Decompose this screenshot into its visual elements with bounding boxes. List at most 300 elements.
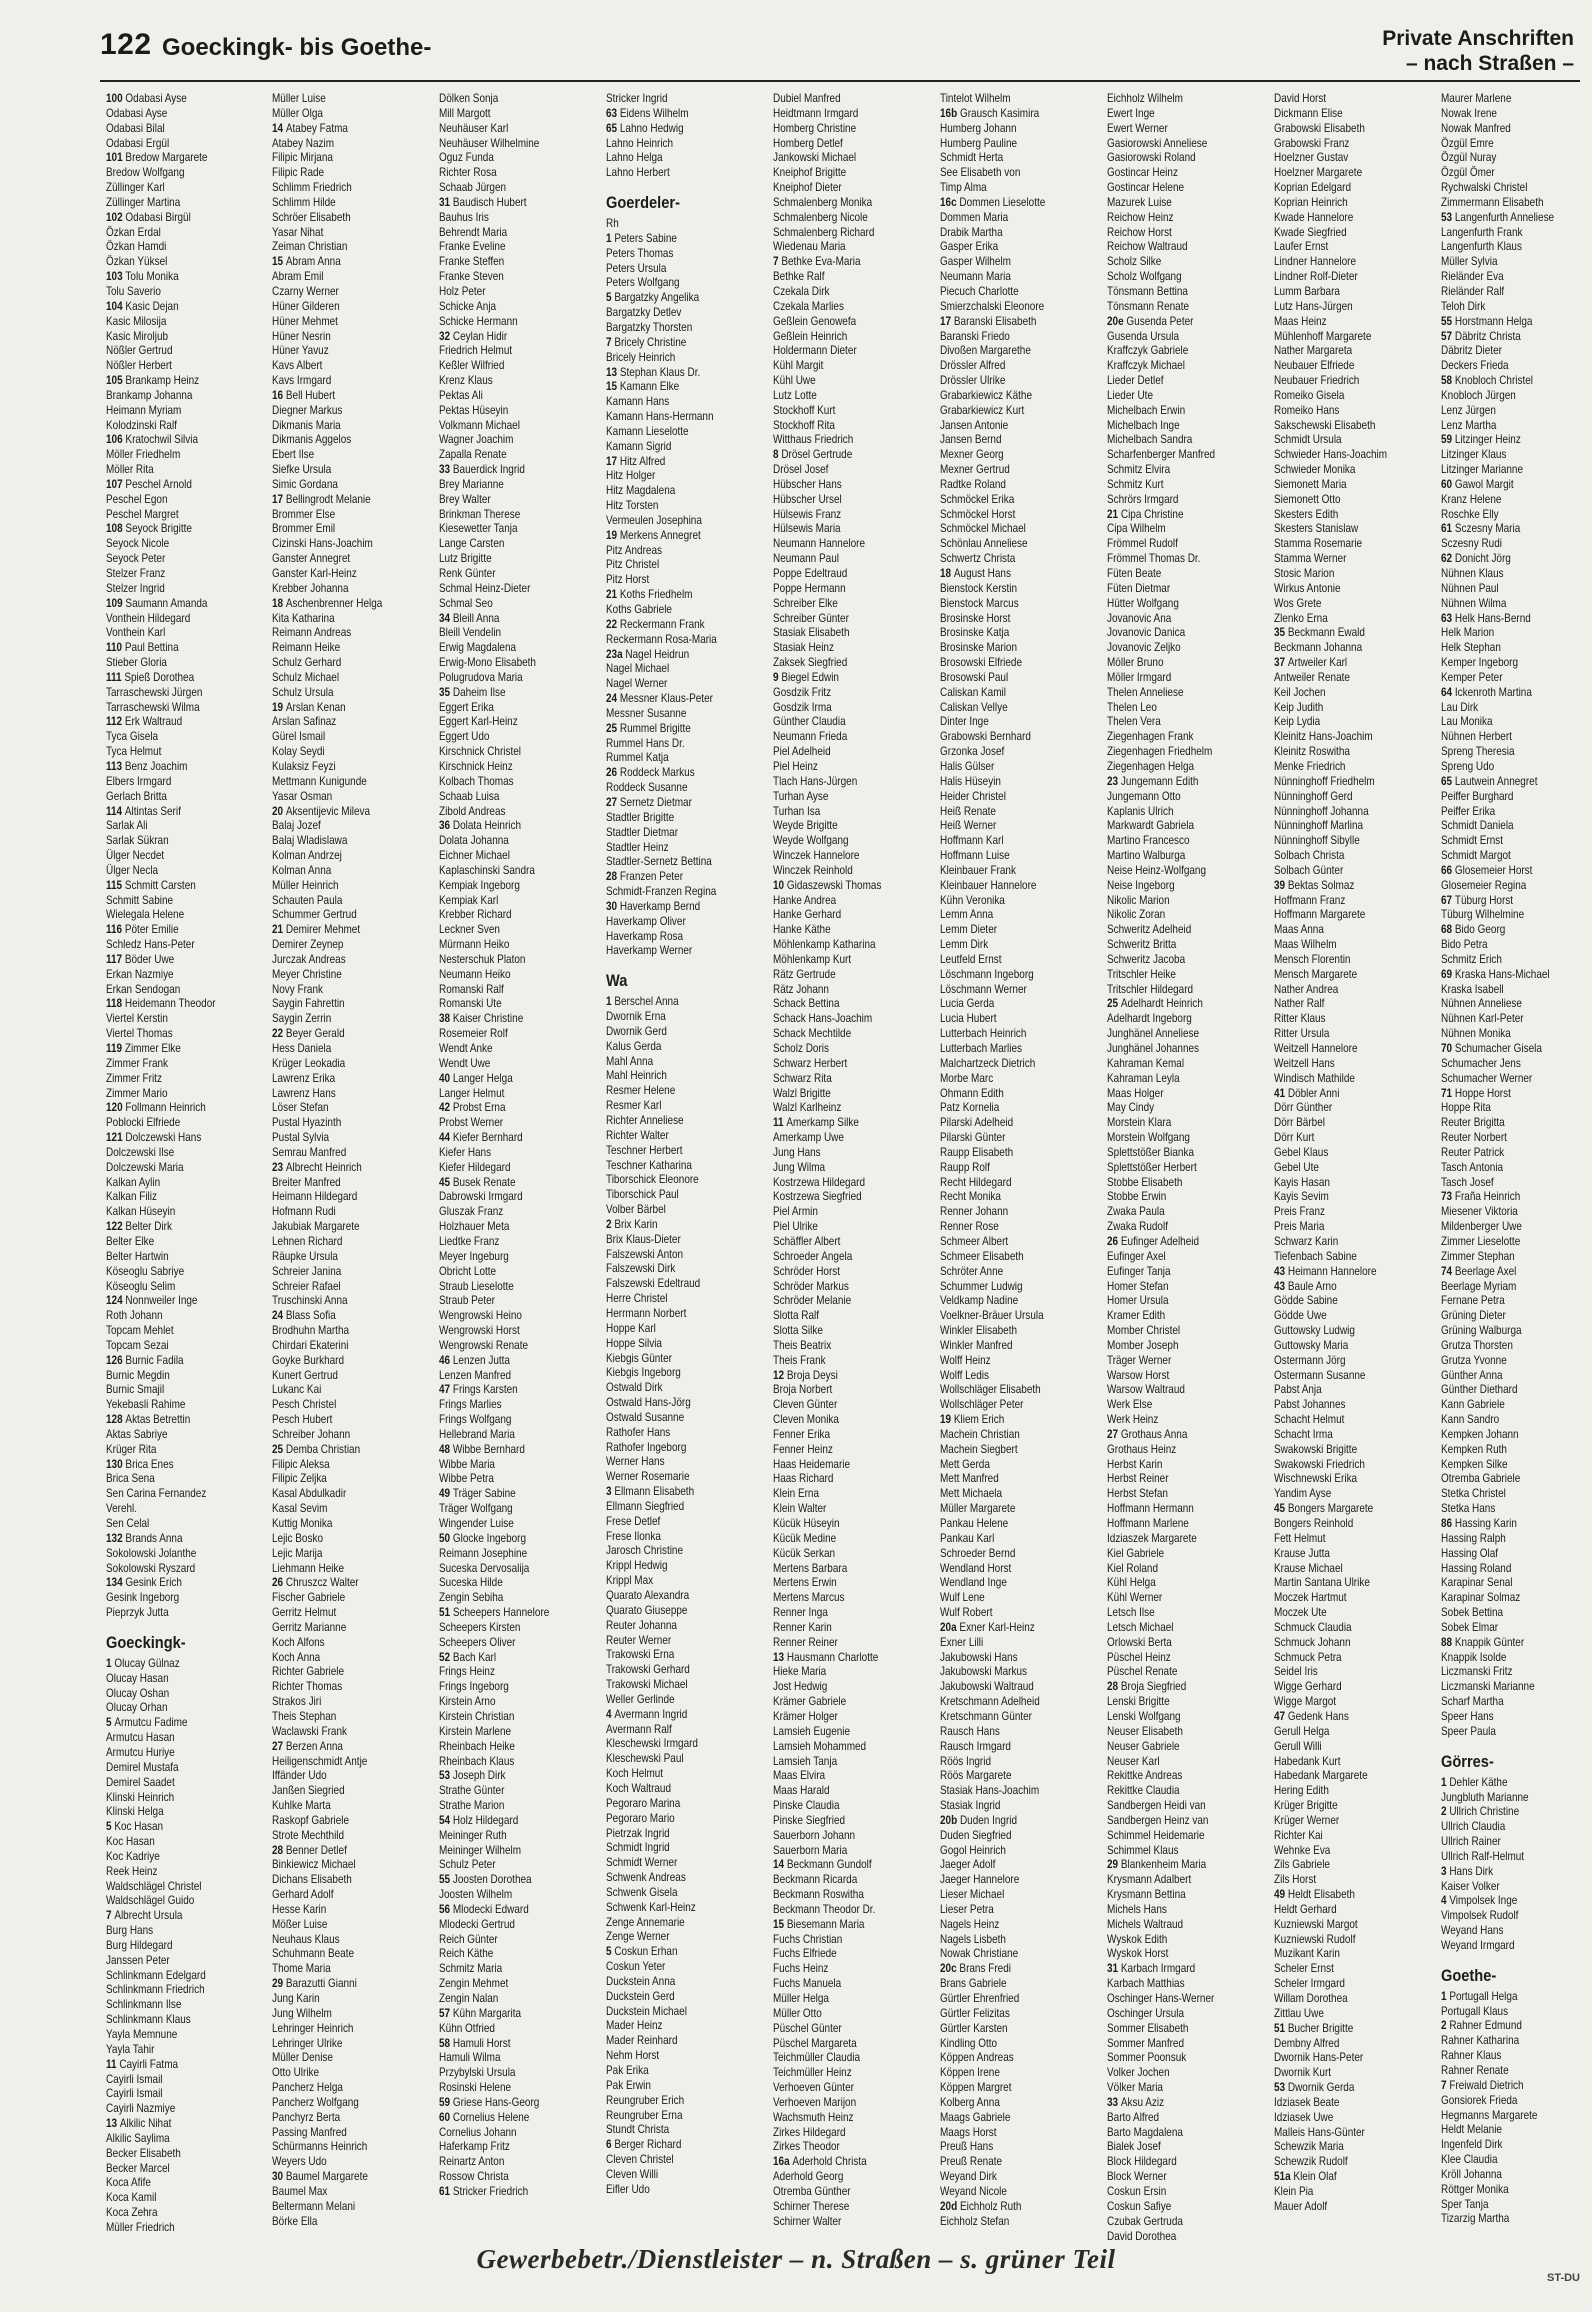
directory-entry: Lenski Wolfgang	[1107, 1709, 1181, 1723]
directory-entry: Kirstein Arno	[439, 1695, 496, 1709]
directory-entry: Binkiewicz Michael	[272, 1858, 356, 1872]
house-number: 35	[1274, 626, 1288, 640]
directory-entry: Peschel Margret	[106, 507, 179, 521]
directory-entry: Lemm Dirk	[940, 938, 989, 952]
directory-entry: Cipa Wilhelm	[1107, 522, 1166, 536]
directory-entry: Patz Kornelia	[940, 1101, 1000, 1115]
directory-entry: Fuchs Elfriede	[773, 1947, 837, 1961]
directory-entry: 47 Frings Karsten	[439, 1383, 518, 1397]
directory-entry: Schmalenberg Monika	[773, 195, 873, 209]
directory-entry: Amerkamp Uwe	[773, 1131, 844, 1145]
directory-entry: 17 Bellingrodt Melanie	[272, 492, 371, 506]
directory-entry: Jungbluth Marianne	[1441, 1790, 1529, 1804]
directory-entry: Weyers Udo	[272, 2155, 327, 2169]
directory-entry: Krebber Johanna	[272, 581, 349, 595]
directory-entry: Gebel Klaus	[1274, 1145, 1329, 1159]
directory-entry: 67 Tüburg Horst	[1441, 893, 1514, 907]
directory-entry: Schröer Elisabeth	[272, 210, 351, 224]
directory-entry: Krysmann Adalbert	[1107, 1873, 1192, 1887]
directory-entry: Nesterschuk Platon	[439, 952, 526, 966]
directory-entry: Adelhardt Ingeborg	[1107, 1012, 1192, 1026]
house-number: 24	[272, 1309, 286, 1323]
directory-entry: Czekala Marlies	[773, 299, 844, 313]
directory-entry: Piel Armin	[773, 1205, 818, 1219]
directory-entry: Lehringer Ulrike	[272, 2036, 343, 2050]
directory-entry: Mett Gerda	[940, 1457, 990, 1471]
directory-entry: Kamann Sigrid	[606, 439, 672, 453]
directory-entry: Stadtler-Sernetz Bettina	[606, 855, 712, 869]
directory-entry: Fenner Erika	[773, 1427, 831, 1441]
house-number: 45	[1274, 1502, 1288, 1516]
directory-entry: Falszewski Anton	[606, 1247, 684, 1261]
house-number: 58	[439, 2036, 453, 2050]
directory-entry: 23a Nagel Heidrun	[606, 647, 690, 661]
directory-entry: Kamann Hans	[606, 395, 670, 409]
directory-column	[439, 92, 572, 2227]
directory-entry: Schumacher Werner	[1441, 1071, 1533, 1085]
directory-entry: Romanski Ralf	[439, 982, 504, 996]
directory-entry: Miesener Viktoria	[1441, 1205, 1518, 1219]
directory-entry: Duckstein Gerd	[606, 1989, 675, 2003]
directory-entry: Pankau Karl	[940, 1531, 995, 1545]
directory-entry: Waldschlägel Guido	[106, 1894, 195, 1908]
directory-entry: Reimann Heike	[272, 641, 341, 655]
directory-entry: Schack Bettina	[773, 997, 840, 1011]
directory-entry: Lutz Hans-Jürgen	[1274, 299, 1353, 313]
directory-entry: Neuser Elisabeth	[1107, 1724, 1183, 1738]
house-number: 70	[1441, 1042, 1455, 1055]
house-number: 57	[1441, 329, 1455, 343]
directory-entry: Schröder Melanie	[773, 1294, 852, 1308]
directory-entry: Müller Margarete	[940, 1502, 1016, 1516]
directory-entry: Schewzik Maria	[1274, 2140, 1344, 2154]
directory-entry: Jansen Bernd	[940, 433, 1002, 447]
directory-entry: Tintelot Wilhelm	[940, 92, 1011, 105]
directory-entry: Wendt Anke	[439, 1042, 493, 1055]
house-number: 62	[1441, 552, 1455, 566]
directory-entry: Schacht Helmut	[1274, 1413, 1345, 1427]
directory-entry: Hüner Nesrin	[272, 329, 331, 343]
house-number: 23	[1107, 774, 1121, 788]
directory-entry: Krämer Holger	[773, 1709, 838, 1723]
directory-entry: Pitz Horst	[606, 573, 650, 587]
directory-entry: Nather Andrea	[1274, 982, 1339, 996]
directory-entry: Mahl Heinrich	[606, 1069, 667, 1083]
directory-entry: 33 Bauerdick Ingrid	[439, 463, 525, 477]
directory-entry: 31 Karbach Irmgard	[1107, 1962, 1196, 1976]
directory-entry: Schack Mechtilde	[773, 1027, 852, 1041]
directory-entry: Weyde Brigitte	[773, 819, 838, 833]
directory-entry: Reungruber Erich	[606, 2093, 685, 2107]
directory-entry: Frings Marlies	[439, 1398, 502, 1412]
directory-entry: Theis Stephan	[272, 1709, 337, 1723]
house-number: 14	[773, 1858, 787, 1872]
directory-entry: Stetka Hans	[1441, 1502, 1496, 1516]
directory-entry: Tyca Helmut	[106, 745, 162, 759]
directory-entry: Frömmel Rudolf	[1107, 537, 1178, 551]
directory-entry: Schwarz Rita	[773, 1071, 832, 1085]
directory-entry: Gerlach Britta	[106, 789, 167, 803]
house-number: 7	[106, 1909, 115, 1923]
directory-entry: Ülger Necdet	[106, 849, 165, 863]
directory-entry: Hesse Karin	[272, 1902, 327, 1916]
directory-entry: Diegner Markus	[272, 403, 343, 417]
directory-entry: Zengin Nalan	[439, 1992, 499, 2005]
directory-entry: Erwig-Mono Elisabeth	[439, 656, 536, 670]
directory-entry: Nühnen Karl-Peter	[1441, 1012, 1524, 1026]
directory-entry: Richter Anneliese	[606, 1114, 684, 1127]
directory-entry: Löschmann Ingeborg	[940, 967, 1034, 981]
directory-entry: Block Werner	[1107, 2170, 1167, 2184]
directory-entry: Schwertz Christa	[940, 552, 1016, 566]
directory-entry: Viertel Kerstin	[106, 1012, 168, 1026]
directory-entry: Özgül Emre	[1441, 136, 1494, 150]
directory-entry: Grüning Dieter	[1441, 1309, 1506, 1323]
directory-entry: Topcam Sezai	[106, 1338, 169, 1352]
directory-column	[773, 92, 906, 2227]
directory-entry: Idziaszek Margarete	[1107, 1531, 1197, 1545]
directory-entry: 34 Bleill Anna	[439, 611, 500, 625]
directory-entry: Seyock Peter	[106, 552, 166, 566]
directory-entry: Kita Katharina	[272, 611, 335, 625]
directory-entry: Pabst Johannes	[1274, 1398, 1346, 1412]
directory-entry: Schicke Anja	[439, 299, 497, 313]
directory-entry: Kühl Margit	[773, 359, 824, 373]
directory-entry: 1 Berschel Anna	[606, 995, 679, 1009]
directory-entry: Frese Ilonka	[606, 1529, 661, 1543]
directory-entry: Schmitz Elvira	[1107, 463, 1171, 477]
directory-entry: Tarraschewski Wilma	[106, 700, 200, 714]
directory-entry: 112 Erk Waltraud	[106, 715, 183, 729]
directory-entry: Zimmer Frank	[106, 1056, 169, 1070]
directory-entry: Mettmann Kunigunde	[272, 774, 367, 788]
directory-entry: Rosinski Helene	[439, 2081, 512, 2095]
directory-entry: Czekala Dirk	[773, 284, 830, 298]
directory-entry: Stelzer Franz	[106, 567, 166, 580]
directory-entry: 115 Schmitt Carsten	[106, 878, 196, 892]
directory-entry: Sczesny Rudi	[1441, 537, 1502, 551]
directory-entry: Rathofer Hans	[606, 1425, 671, 1439]
directory-entry: 108 Seyock Brigitte	[106, 522, 192, 536]
directory-entry: 71 Hoppe Horst	[1441, 1086, 1511, 1100]
directory-entry: Avermann Ralf	[606, 1722, 672, 1736]
house-number: 57	[439, 2006, 453, 2020]
directory-entry: 36 Dolata Heinrich	[439, 819, 522, 833]
directory-entry: Kleinitz Roswitha	[1274, 745, 1350, 759]
directory-entry: Jung Karin	[272, 1992, 320, 2005]
directory-entry: 23 Jungemann Edith	[1107, 774, 1199, 788]
directory-entry: Kempken Silke	[1441, 1457, 1508, 1471]
house-number: 113	[106, 759, 125, 773]
directory-entry: Splettstößer Herbert	[1107, 1160, 1197, 1174]
directory-entry: Dolata Johanna	[439, 834, 509, 848]
house-number: 65	[1441, 774, 1455, 788]
directory-entry: Dembny Alfred	[1274, 2036, 1340, 2050]
house-number: 25	[272, 1442, 286, 1456]
directory-entry: 41 Döbler Anni	[1274, 1086, 1340, 1100]
directory-entry: Hoffmann Margarete	[1274, 908, 1366, 922]
house-number: 17	[272, 492, 286, 506]
directory-entry: Möller Rita	[106, 463, 154, 477]
directory-entry: Heiligenschmidt Antje	[272, 1754, 368, 1768]
house-number: 117	[106, 952, 125, 966]
directory-entry: Jungemann Otto	[1107, 789, 1181, 803]
directory-entry: Grothaus Heinz	[1107, 1442, 1177, 1456]
directory-entry: Lenz Martha	[1441, 418, 1497, 432]
directory-entry: Bienstock Kerstin	[940, 581, 1018, 595]
directory-entry: Lawrenz Hans	[272, 1086, 336, 1100]
directory-entry: 105 Brankamp Heinz	[106, 374, 200, 388]
directory-entry: Schröder Markus	[773, 1279, 849, 1293]
directory-entry: 126 Burnic Fadila	[106, 1353, 184, 1367]
house-number: 4	[606, 1707, 615, 1721]
house-number: 22	[272, 1027, 286, 1041]
directory-entry: Rummel Hans Dr.	[606, 736, 685, 750]
directory-entry: Kramer Edith	[1107, 1309, 1166, 1323]
directory-entry: Herbst Reiner	[1107, 1472, 1169, 1486]
directory-entry: Kostrzewa Hildegard	[773, 1175, 866, 1189]
directory-entry: 20e Gusenda Peter	[1107, 314, 1194, 328]
directory-column	[1441, 92, 1574, 2227]
directory-entry: Renner Johann	[940, 1205, 1009, 1219]
directory-entry: Wibbe Maria	[439, 1457, 495, 1471]
house-number: 1	[606, 231, 615, 245]
directory-entry: Weyand Irmgard	[1441, 1938, 1515, 1952]
house-number: 45	[439, 1175, 453, 1189]
directory-entry: Müller Heinrich	[272, 878, 339, 892]
house-number: 119	[106, 1042, 125, 1055]
directory-entry: Guttowsky Ludwig	[1274, 1324, 1355, 1338]
directory-entry: Schönlau Anneliese	[940, 537, 1028, 551]
directory-entry: Kann Sandro	[1441, 1413, 1500, 1427]
directory-entry: Pitz Andreas	[606, 543, 662, 557]
directory-entry: Momber Joseph	[1107, 1338, 1179, 1352]
house-number: 55	[439, 1873, 453, 1887]
directory-entry: 65 Lautwein Annegret	[1441, 774, 1538, 788]
directory-entry: Hübscher Hans	[773, 477, 842, 491]
house-number: 1	[1441, 1775, 1450, 1789]
directory-entry: Schulz Michael	[272, 670, 340, 684]
directory-entry: Lumm Barbara	[1274, 284, 1340, 298]
directory-entry: Peiffer Erika	[1441, 804, 1496, 818]
directory-entry: Ziegenhagen Frank	[1107, 730, 1194, 744]
directory-entry: Pustal Hyazinth	[272, 1116, 342, 1130]
directory-entry: 114 Altintas Serif	[106, 804, 181, 818]
directory-entry: Hering Edith	[1274, 1784, 1329, 1798]
house-number: 67	[1441, 893, 1455, 907]
directory-entry: Teschner Herbert	[606, 1143, 683, 1157]
directory-entry: Schreiber Günter	[773, 611, 849, 625]
house-number: 11	[773, 1116, 787, 1130]
directory-entry: Eggert Karl-Heinz	[439, 715, 518, 729]
directory-entry: Pak Erwin	[606, 2078, 651, 2092]
directory-entry: Piecuch Charlotte	[940, 284, 1019, 298]
directory-entry: Straub Peter	[439, 1294, 495, 1308]
directory-entry: Renner Karin	[773, 1620, 832, 1634]
directory-entry: 43 Heimann Hannelore	[1274, 1264, 1377, 1278]
directory-entry: Lehringer Heinrich	[272, 2021, 354, 2035]
directory-entry: Eufinger Axel	[1107, 1249, 1166, 1263]
directory-entry: Sommer Elisabeth	[1107, 2021, 1189, 2035]
directory-entry: Günther Claudia	[773, 715, 846, 729]
directory-entry: Kulaksiz Feyzi	[272, 759, 336, 773]
directory-entry: Eichholz Wilhelm	[1107, 92, 1183, 105]
directory-entry: Schummer Gertrud	[272, 908, 357, 922]
directory-entry: Martino Francesco	[1107, 834, 1190, 848]
house-number: 21	[272, 923, 286, 937]
directory-entry: Drabik Martha	[940, 225, 1003, 239]
directory-entry: Gürtler Felizitas	[940, 2006, 1010, 2020]
house-number: 2	[606, 1217, 615, 1231]
directory-entry: Jarosch Christine	[606, 1544, 684, 1558]
directory-entry: Eichholz Stefan	[940, 2214, 1010, 2228]
directory-entry: Wos Grete	[1274, 596, 1322, 610]
directory-entry: Hess Daniela	[272, 1042, 332, 1055]
directory-entry: Hitz Holger	[606, 469, 656, 483]
directory-entry: Kolay Seydi	[272, 745, 325, 759]
directory-entry: Breiter Manfred	[272, 1175, 341, 1189]
directory-entry: Walzl Karlheinz	[773, 1101, 842, 1115]
directory-entry: Herre Christel	[606, 1292, 668, 1306]
directory-entry: Reichow Heinz	[1107, 210, 1174, 224]
directory-entry: Bialek Josef	[1107, 2140, 1161, 2154]
directory-entry: 60 Cornelius Helene	[439, 2110, 530, 2124]
directory-entry: Röös Margarete	[940, 1769, 1012, 1783]
directory-entry: Markwardt Gabriela	[1107, 819, 1195, 833]
directory-entry: Gödde Sabine	[1274, 1294, 1338, 1308]
page-header	[100, 22, 1580, 82]
house-number: 130	[106, 1457, 126, 1471]
directory-entry: Jaeger Hannelore	[940, 1873, 1020, 1887]
directory-entry: Maas Harald	[773, 1784, 830, 1798]
directory-entry: Haverkamp Rosa	[606, 929, 684, 943]
directory-entry: 109 Saumann Amanda	[106, 596, 208, 610]
directory-entry: Erkan Nazmiye	[106, 967, 174, 981]
directory-entry: Mader Heinz	[606, 2019, 663, 2033]
directory-entry: Lamsieh Mohammed	[773, 1739, 867, 1753]
directory-entry: Dabrowski Irmgard	[439, 1190, 523, 1204]
directory-entry: Homberg Christine	[773, 121, 857, 135]
directory-entry: 63 Eidens Wilhelm	[606, 106, 689, 120]
directory-entry: Jovanovic Ana	[1107, 611, 1172, 625]
directory-entry: Goyke Burkhard	[272, 1353, 345, 1367]
directory-entry: Heiß Renate	[940, 804, 996, 818]
directory-entry: Müller Sylvia	[1441, 255, 1498, 269]
directory-entry: Schmidt Margot	[1441, 849, 1511, 863]
directory-entry: Homer Ursula	[1107, 1294, 1169, 1308]
directory-entry: Pankau Helene	[940, 1517, 1009, 1530]
directory-entry: 55 Joosten Dorothea	[439, 1873, 532, 1887]
directory-entry: Wolff Heinz	[940, 1353, 991, 1367]
directory-entry: Hoppe Rita	[1441, 1101, 1491, 1115]
directory-entry: Beckmann Theodor Dr.	[773, 1902, 876, 1916]
directory-entry: Nagel Michael	[606, 662, 670, 676]
directory-entry: 29 Blankenheim Maria	[1107, 1858, 1207, 1872]
directory-entry: Mensch Florentin	[1274, 952, 1351, 966]
directory-entry: Möller Friedhelm	[106, 448, 181, 462]
house-number: 105	[106, 374, 126, 388]
directory-entry: Wengrowski Horst	[439, 1324, 520, 1338]
directory-entry: Leutfeld Ernst	[940, 952, 1002, 966]
directory-entry: Özkan Hamdi	[106, 240, 167, 254]
directory-entry: Willam Dorothea	[1274, 1992, 1348, 2005]
directory-entry: Mertens Marcus	[773, 1591, 845, 1605]
street-heading: Goethe-	[1441, 1965, 1497, 1985]
directory-entry: Schulz Peter	[439, 1858, 496, 1872]
directory-entry: Jansen Antonie	[940, 418, 1009, 432]
directory-entry: Wendt Uwe	[439, 1056, 491, 1070]
house-number: 60	[1441, 477, 1455, 491]
directory-entry: Schwenk Gisela	[606, 1885, 678, 1899]
directory-entry: Kuzniewski Margot	[1274, 1917, 1358, 1931]
directory-entry: Wulf Robert	[940, 1606, 993, 1620]
directory-entry: 4 Vimpolsek Inge	[1441, 1894, 1518, 1908]
directory-entry: Gürel Ismail	[272, 730, 326, 744]
directory-entry: Passing Manfred	[272, 2125, 347, 2139]
directory-entry: 44 Kiefer Bernhard	[439, 1131, 523, 1145]
directory-entry: 20a Exner Karl-Heinz	[940, 1620, 1035, 1634]
directory-entry: Fuchs Heinz	[773, 1962, 829, 1976]
directory-entry: Sokolowski Jolanthe	[106, 1546, 197, 1560]
directory-entry: Windisch Mathilde	[1274, 1071, 1355, 1085]
directory-entry: Nagels Heinz	[940, 1917, 1000, 1931]
directory-entry: Kavs Albert	[272, 359, 323, 373]
directory-entry: Otremba Günther	[773, 2184, 851, 2198]
directory-entry: Kraffczyk Gabriele	[1107, 344, 1189, 358]
directory-entry: Dikmanis Aggelos	[272, 433, 352, 447]
directory-entry: Kretschmann Adelheid	[940, 1695, 1040, 1709]
directory-entry: 7 Bricely Christine	[606, 335, 687, 349]
directory-entry: Lau Dirk	[1441, 700, 1479, 714]
directory-entry: Schmuck Johann	[1274, 1635, 1351, 1649]
directory-entry: Schirner Walter	[773, 2214, 842, 2228]
directory-entry: Gusenda Ursula	[1107, 329, 1180, 343]
directory-entry: Schulz Ursula	[272, 685, 334, 699]
directory-entry: Probst Werner	[439, 1116, 504, 1130]
directory-entry: Demirel Saadet	[106, 1775, 175, 1789]
directory-entry: Lamsieh Tanja	[773, 1754, 838, 1768]
house-number: 58	[1441, 374, 1455, 388]
house-number: 4	[1441, 1894, 1450, 1908]
directory-entry: Wingender Luise	[439, 1517, 514, 1530]
directory-entry: Viertel Thomas	[106, 1027, 173, 1041]
directory-entry: Wielegala Helene	[106, 908, 185, 922]
directory-entry: Schmeer Albert	[940, 1234, 1009, 1248]
house-number: 109	[106, 596, 126, 610]
directory-entry: 13 Hausmann Charlotte	[773, 1650, 879, 1664]
house-number: 20b	[940, 1813, 960, 1827]
house-number: 111	[106, 670, 125, 684]
directory-entry: Stockhoff Kurt	[773, 403, 836, 417]
house-number: 21	[1107, 507, 1121, 521]
directory-entry: 7 Freiwald Dietrich	[1441, 2078, 1524, 2092]
directory-entry: Kasal Sevim	[272, 1502, 328, 1516]
directory-entry: Cayirli Ismail	[106, 2087, 163, 2101]
directory-entry: 20d Eichholz Ruth	[940, 2199, 1022, 2213]
house-number: 35	[439, 685, 453, 699]
directory-entry: Suceska Dervosalija	[439, 1561, 530, 1575]
directory-entry: Habedank Margarete	[1274, 1769, 1368, 1783]
directory-entry: Chirdari Ekaterini	[272, 1338, 349, 1352]
directory-entry: Laufer Ernst	[1274, 240, 1329, 254]
directory-entry: Stadtler Dietmar	[606, 825, 679, 839]
directory-entry: Püschel Margareta	[773, 2036, 857, 2050]
directory-entry: Malchartzeck Dietrich	[940, 1056, 1036, 1070]
directory-entry: Kahraman Kemal	[1107, 1056, 1185, 1070]
street-heading: Görres-	[1441, 1751, 1494, 1771]
directory-entry: 48 Wibbe Bernhard	[439, 1442, 525, 1456]
directory-entry: Pabst Anja	[1274, 1383, 1322, 1397]
